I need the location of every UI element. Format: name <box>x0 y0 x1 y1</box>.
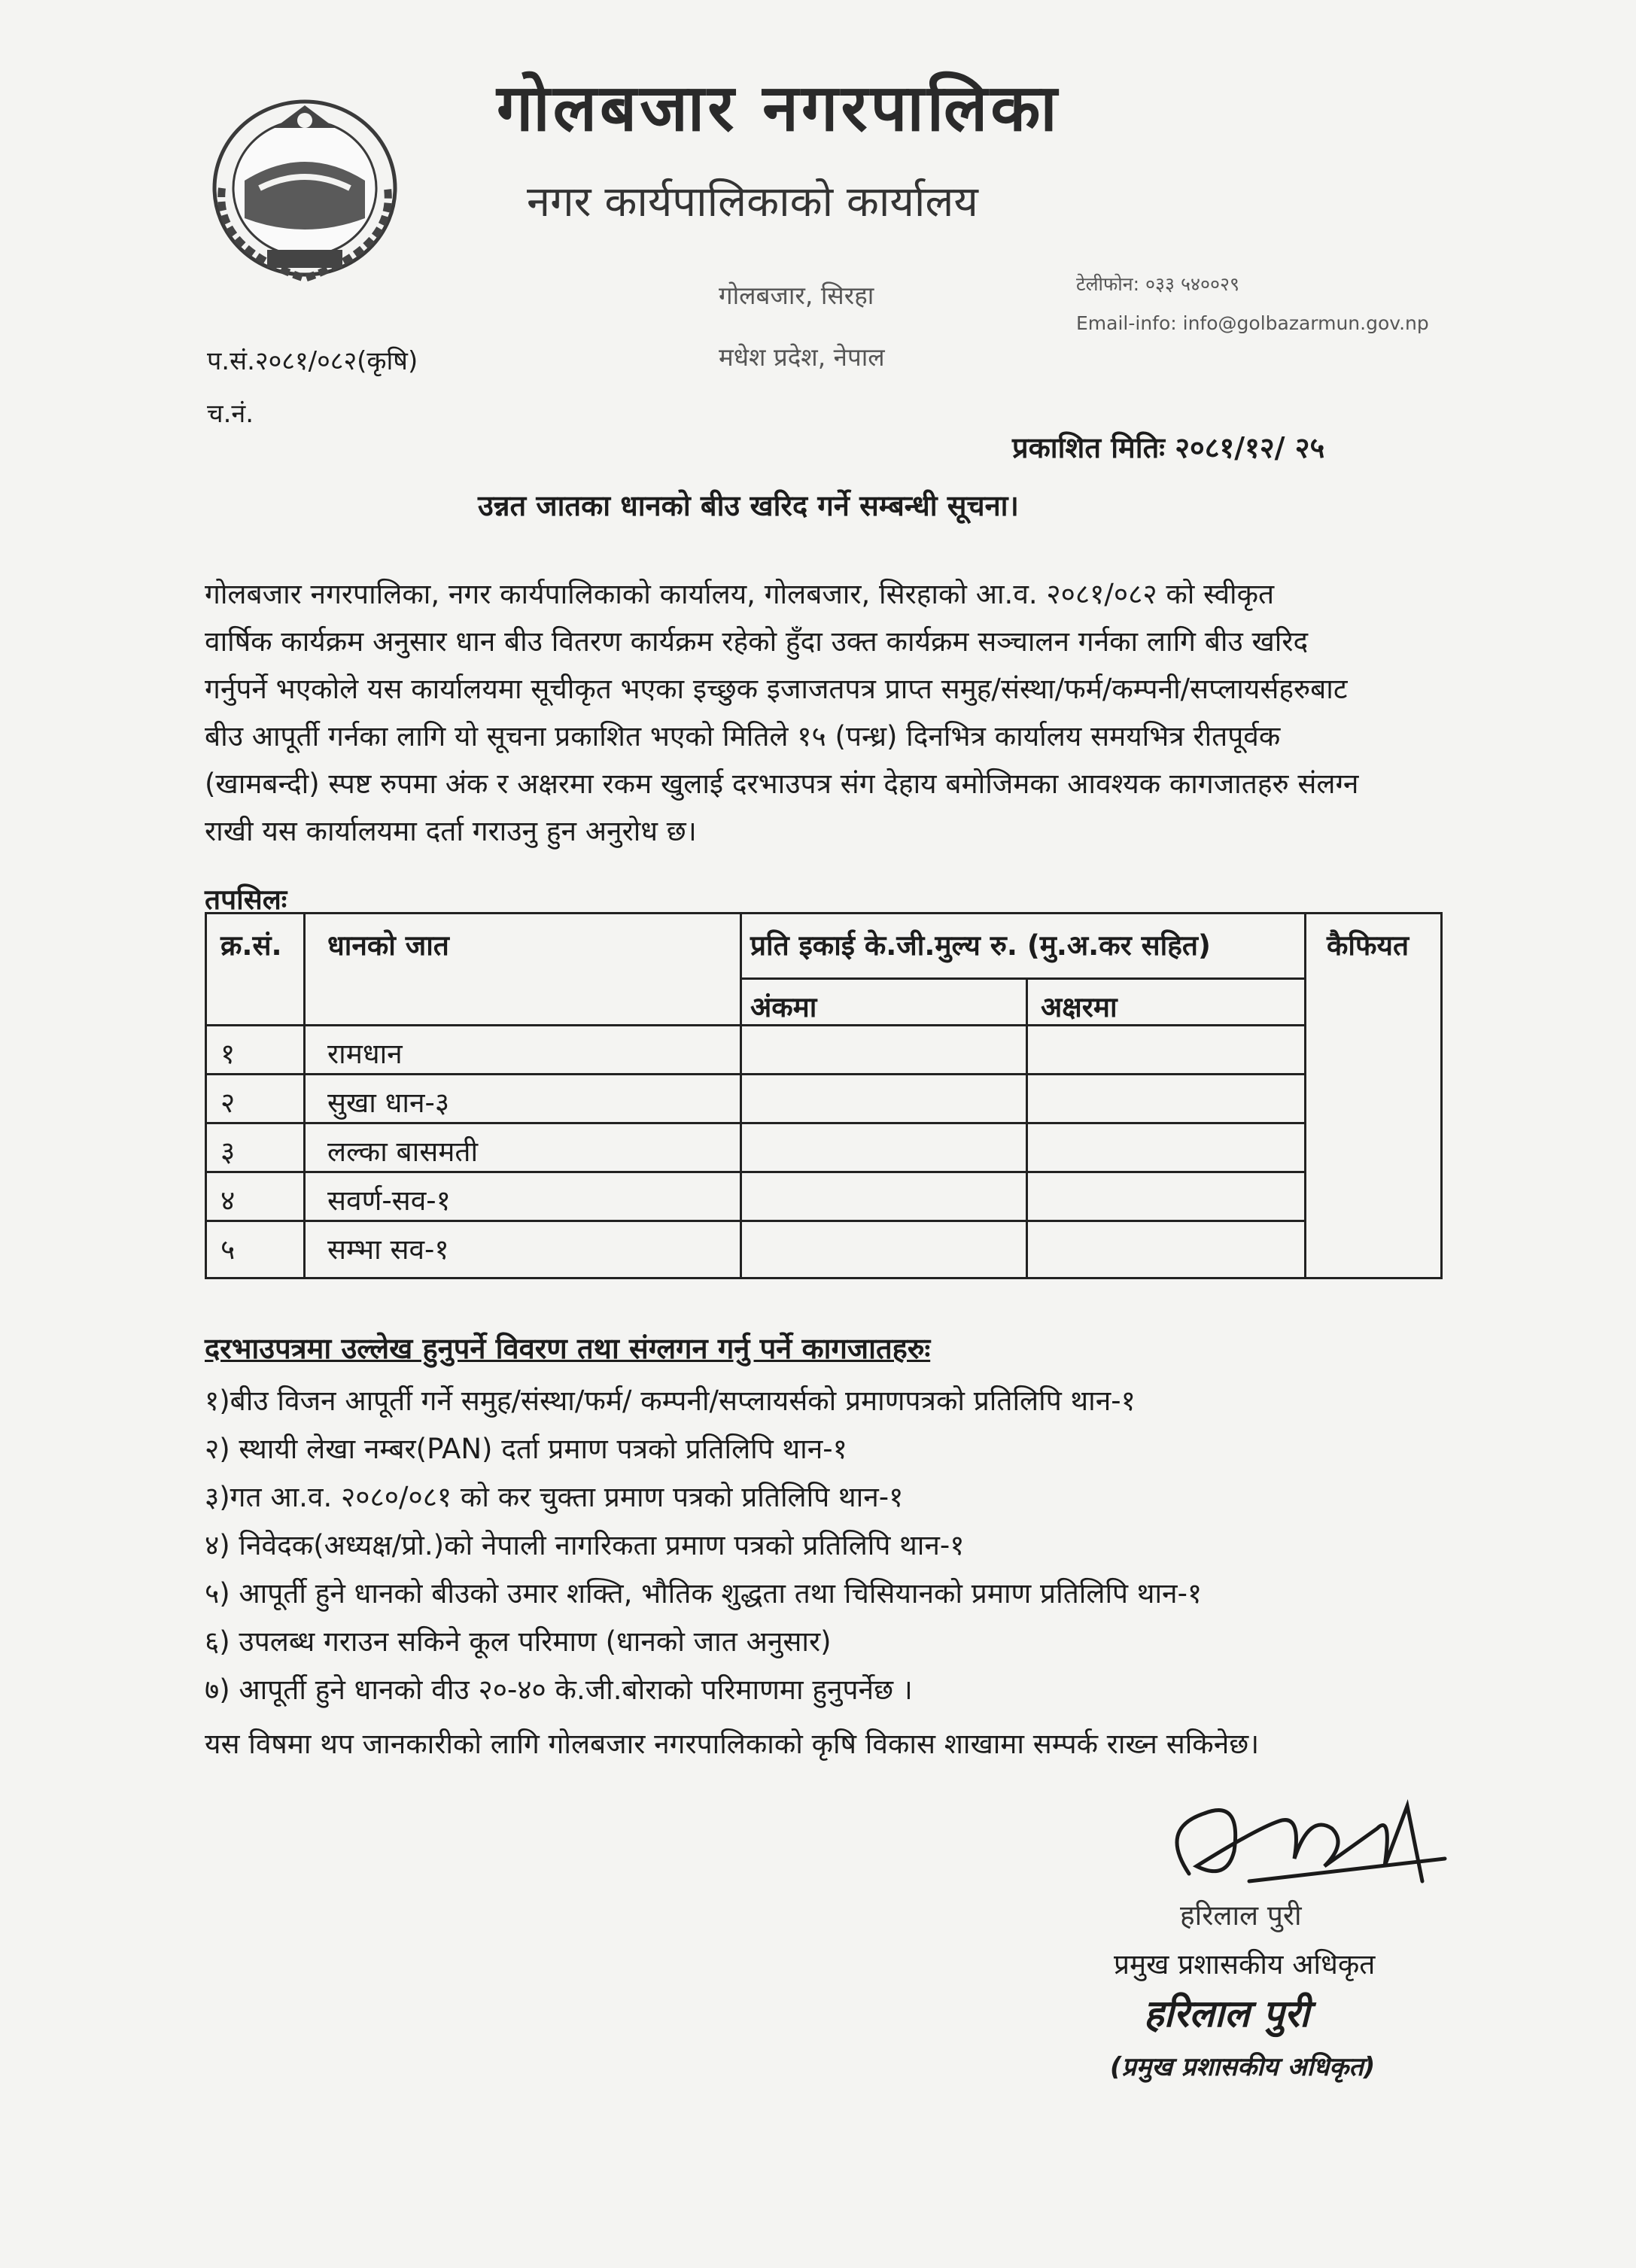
row-variety: सवर्ण-सव-१ <box>327 1184 451 1217</box>
published-date: प्रकाशित मितिः २०८१/१२/ २५ <box>1012 431 1325 464</box>
body-line: बीउ आपूर्ती गर्नका लागि यो सूचना प्रकाशित भएको मितिले १५ (पन्ध्र) दिनभित्र कार्यालय समयभित्र रीतपूर्वक <box>205 720 1281 752</box>
header-in-figures: अंकमा <box>750 991 817 1023</box>
signatory-name: हरिलाल पुरी <box>1180 1899 1302 1932</box>
municipality-logo <box>192 75 418 290</box>
body-line: गर्नुपर्ने भएकोले यस कार्यालयमा सूचीकृत भएका इच्छुक इजाजतपत्र प्राप्त समुह/संस्था/फर्म/कम्पनी/सप्लायर्सहरुबाट <box>205 673 1348 705</box>
stamp-post: (प्रमुख प्रशासकीय अधिकृत) <box>1110 2052 1376 2082</box>
address-line-1: गोलबजार, सिरहा <box>719 281 874 310</box>
row-variety: लल्का बासमती <box>327 1136 479 1168</box>
table-hline <box>740 977 1304 980</box>
header-remarks: कैफियत <box>1327 929 1409 962</box>
patra-sankhya: प.सं.२०८१/०८२(कृषि) <box>207 346 418 376</box>
row-variety: सम्भा सव-१ <box>327 1233 449 1266</box>
address-line-2: मधेश प्रदेश, नेपाल <box>719 342 885 372</box>
contact-info <box>1076 265 1429 343</box>
price-table <box>205 912 1443 1279</box>
requirement-item: २) स्थायी लेखा नम्बर(PAN) दर्ता प्रमाण पत्रको प्रतिलिपि थान-१ <box>205 1433 847 1465</box>
tapsil-label: तपसिलः <box>205 883 287 916</box>
requirement-item: ३)गत आ.व. २०८०/०८१ को कर चुक्ता प्रमाण पत्रको प्रतिलिपि थान-१ <box>205 1481 904 1513</box>
email: Email-info: info@golbazarmun.gov.np <box>1076 312 1429 334</box>
header-in-words: अक्षरमा <box>1041 991 1118 1023</box>
row-variety: रामधान <box>327 1038 403 1070</box>
row-sn: ३ <box>220 1136 236 1168</box>
body-line: गोलबजार नगरपालिका, नगर कार्यपालिकाको कार्यालय, गोलबजार, सिरहाको आ.व. २०८१/०८२ को स्वीकृत <box>205 578 1275 610</box>
chalani-number: च.नं. <box>207 399 254 429</box>
table-vline <box>740 914 742 1277</box>
org-name: गोलबजार नगरपालिका <box>497 71 1060 146</box>
closing-note: यस विषमा थप जानकारीको लागि गोलबजार नगरपालिकाको कृषि विकास शाखामा सम्पर्क राख्न सकिनेछ। <box>205 1728 1260 1760</box>
body-line: वार्षिक कार्यक्रम अनुसार धान बीउ वितरण कार्यक्रम रहेको हुँदा उक्त कार्यक्रम सञ्चालन गर्नका लागि बीउ खरिद <box>205 625 1309 658</box>
row-sn: ४ <box>220 1184 236 1217</box>
body-line: (खामबन्दी) स्पष्ट रुपमा अंक र अक्षरमा रकम खुलाई दरभाउपत्र संग देहाय बमोजिमका आवश्यक कागजातहरु संलग्न <box>205 768 1359 800</box>
signatory-post: प्रमुख प्रशासकीय अधिकृत <box>1114 1948 1376 1981</box>
office-name: नगर कार्यपालिकाको कार्यालय <box>527 178 978 226</box>
stamp-name: हरिलाल पुरी <box>1144 1992 1309 2035</box>
requirement-item: १)बीउ विजन आपूर्ती गर्ने समुह/संस्था/फर्म/ कम्पनी/सप्लायर्सको प्रमाणपत्रको प्रतिलिपि थान-१ <box>205 1385 1136 1417</box>
header-variety: धानको जात <box>327 929 449 962</box>
header-sn: क्र.सं. <box>220 929 282 962</box>
table-hline <box>207 1073 1304 1075</box>
table-hline <box>207 1220 1304 1222</box>
table-vline <box>303 914 306 1277</box>
row-sn: १ <box>220 1038 236 1070</box>
requirement-item: ५) आपूर्ती हुने धानको बीउको उमार शक्ति, भौतिक शुद्धता तथा चिसियानको प्रमाण प्रतिलिपि थान-१ <box>205 1577 1203 1610</box>
row-sn: २ <box>220 1087 236 1119</box>
phone: टेलीफोन: ०३३ ५४००२९ <box>1076 273 1239 295</box>
reference-block <box>207 335 418 440</box>
office-address <box>719 265 885 388</box>
notice-subject: उन्नत जातका धानको बीउ खरिद गर्ने सम्बन्धी सूचना। <box>478 489 1019 522</box>
table-hline <box>207 1171 1304 1173</box>
requirement-item: ४) निवेदक(अध्यक्ष/प्रो.)को नेपाली नागरिकता प्रमाण पत्रको प्रतिलिपि थान-१ <box>205 1529 965 1561</box>
requirements-list <box>205 1377 1202 1714</box>
requirements-heading: दरभाउपत्रमा उल्लेख हुनुपर्ने विवरण तथा संग्लगन गर्नु पर्ने कागजातहरुः <box>205 1332 931 1365</box>
requirement-item: ७) आपूर्ती हुने धानको वीउ २०-४० के.जी.बोराको परिमाणमा हुनुपर्नेछ । <box>205 1674 913 1706</box>
body-line: राखी यस कार्यालयमा दर्ता गराउनु हुन अनुरोध छ। <box>205 815 697 847</box>
header-price: प्रति इकाई के.जी.मुल्य रु. (मु.अ.कर सहित) <box>750 929 1211 962</box>
table-hline <box>207 1122 1304 1124</box>
table-vline <box>1304 914 1306 1277</box>
row-variety: सुखा धान-३ <box>327 1087 450 1119</box>
row-sn: ५ <box>220 1233 236 1266</box>
requirement-item: ६) उपलब्ध गराउन सकिने कूल परिमाण (धानको जात अनुसार) <box>205 1625 832 1658</box>
notice-body <box>205 570 1514 855</box>
